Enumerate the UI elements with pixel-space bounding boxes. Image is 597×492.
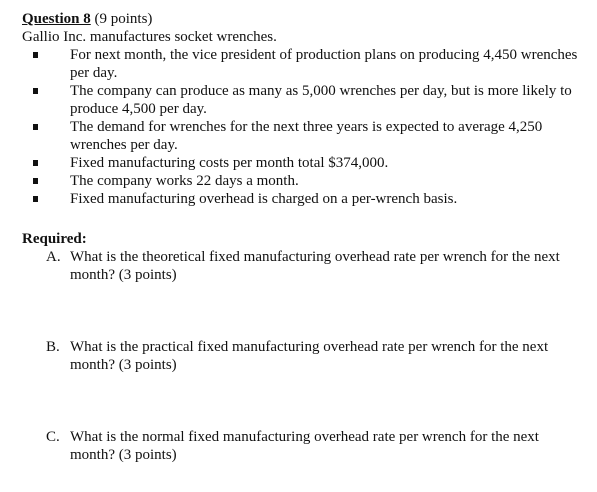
fact-text: The company works 22 days a month. bbox=[70, 173, 299, 189]
square-bullet-icon bbox=[33, 88, 38, 94]
task-b bbox=[22, 338, 587, 374]
square-bullet-icon bbox=[33, 160, 38, 166]
fact-item bbox=[22, 82, 587, 118]
task-c bbox=[22, 428, 587, 464]
fact-text: For next month, the vice president of production plans on producing 4,450 wrenches per day. bbox=[70, 47, 578, 81]
fact-text: Fixed manufacturing costs per month total $374,000. bbox=[70, 155, 389, 171]
fact-list bbox=[22, 46, 587, 208]
fact-item bbox=[22, 190, 587, 208]
question-points: (9 points) bbox=[94, 11, 153, 27]
question-intro: Gallio Inc. manufactures socket wrenches. bbox=[22, 29, 277, 45]
square-bullet-icon bbox=[33, 52, 38, 58]
question-heading bbox=[22, 10, 587, 28]
task-text: What is the normal fixed manufacturing overhead rate per wrench for the next month? (3 points) bbox=[70, 429, 539, 463]
fact-text: The company can produce as many as 5,000 wrenches per day, but is more likely to produce 4,500 per day. bbox=[70, 83, 572, 117]
task-letter: A. bbox=[46, 249, 61, 265]
question-number: Question 8 bbox=[22, 11, 91, 27]
fact-item bbox=[22, 154, 587, 172]
task-text: What is the practical fixed manufacturing overhead rate per wrench for the next month? (3 points) bbox=[70, 339, 549, 373]
task-letter: B. bbox=[46, 339, 60, 355]
fact-text: Fixed manufacturing overhead is charged on a per-wrench basis. bbox=[70, 191, 458, 207]
fact-text: The demand for wrenches for the next three years is expected to average 4,250 wrenches per day. bbox=[70, 119, 543, 153]
task-a bbox=[22, 248, 587, 284]
task-text: What is the theoretical fixed manufacturing overhead rate per wrench for the next month? (3 points) bbox=[70, 249, 560, 283]
square-bullet-icon bbox=[33, 124, 38, 130]
document bbox=[22, 10, 587, 464]
fact-item bbox=[22, 172, 587, 190]
fact-item bbox=[22, 118, 587, 154]
square-bullet-icon bbox=[33, 196, 38, 202]
task-letter: C. bbox=[46, 429, 60, 445]
required-label: Required: bbox=[22, 231, 87, 247]
fact-item bbox=[22, 46, 587, 82]
square-bullet-icon bbox=[33, 178, 38, 184]
required-section bbox=[22, 230, 587, 464]
